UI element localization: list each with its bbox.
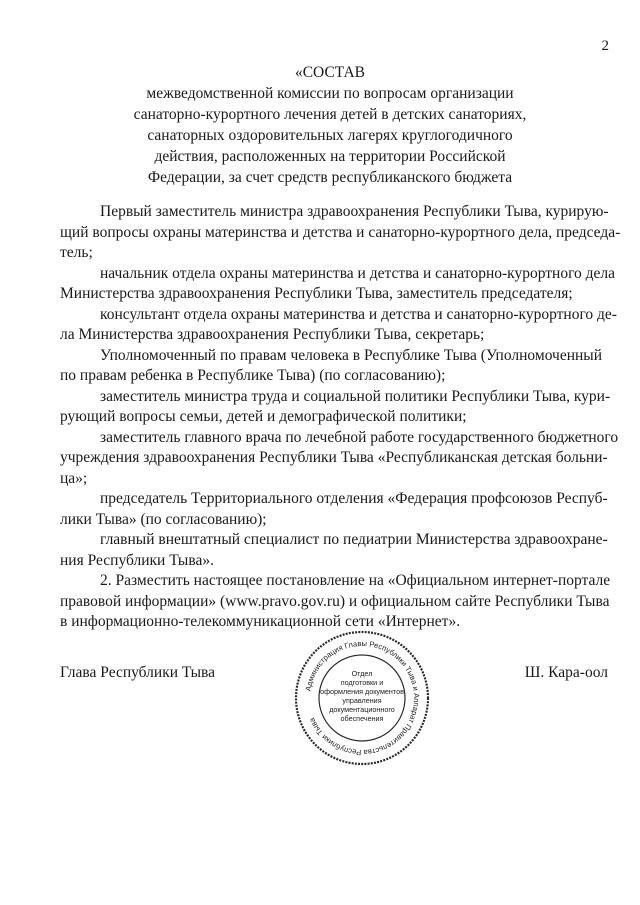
publication-clause <box>60 571 611 633</box>
text-line: консультант отдела охраны материнства и детства и санаторно-курортного де- <box>100 305 617 323</box>
text-line: Первый заместитель министра здравоохранения Республики Тыва, курирую- <box>100 203 609 220</box>
member-entry <box>60 346 608 387</box>
official-seal <box>292 628 432 768</box>
member-entry <box>60 428 619 490</box>
title-line: санаторно-курортного лечения детей в детских санаториях, <box>133 106 527 123</box>
text-line: правовой информации» (www.pravo.gov.ru) и официальном сайте Республики Тыва <box>60 592 610 610</box>
seal-ring-text: Администрация Главы Республики Тыва и Аппарат Правительства Республики Тыва <box>303 638 422 758</box>
member-entry <box>60 489 608 530</box>
text-line: председатель Территориального отделения «Федерация профсоюзов Респуб- <box>100 490 608 507</box>
text-line: учреждения здравоохранения Республики Тыва «Республиканская детская больни- <box>60 449 608 466</box>
text-line: щий вопросы охраны материнства и детства и санаторно-курортного дела, председа- <box>60 223 621 241</box>
title-line: действия, расположенных на территории Российской <box>154 148 506 165</box>
member-entry <box>60 387 611 428</box>
text-line: 2. Разместить настоящее постановление на «Официальном интернет-портале <box>100 572 611 589</box>
signatory-title: Глава Республики Тыва <box>60 664 216 681</box>
seal-line: обеспечения <box>340 714 384 723</box>
seal-line: документационного <box>329 705 395 714</box>
member-entry <box>60 264 616 305</box>
seal-line: подготовки и <box>340 678 384 687</box>
title-line: «СОСТАВ <box>294 64 366 81</box>
title-line: межведомственной комиссии по вопросам организации <box>146 85 514 102</box>
text-line: Уполномоченный по правам человека в Республике Тыва (Уполномоченный <box>100 346 603 364</box>
member-entry <box>60 530 608 571</box>
signatory-name: Ш. Кара-оол <box>524 664 608 681</box>
text-line: ла Министерства здравоохранения Республики Тыва, секретарь; <box>60 326 485 343</box>
seal-line: управления <box>342 696 382 705</box>
text-line: ния Республики Тыва». <box>60 551 214 569</box>
title-line: санаторных оздоровительных лагерях круглогодичного <box>147 127 513 144</box>
text-line: в информационно-телекоммуникационной сети «Интернет». <box>60 613 461 630</box>
title-line: Федерации, за счет средств республиканского бюджета <box>147 169 513 186</box>
seal-line: Отдел <box>351 669 373 678</box>
text-line: заместитель министра труда и социальной политики Республики Тыва, кури- <box>100 387 611 405</box>
text-line: лики Тыва» (по согласованию); <box>60 510 267 528</box>
member-entry <box>60 202 621 264</box>
document-title <box>60 62 600 188</box>
page-number: 2 <box>601 38 609 54</box>
text-line: главный внештатный специалист по педиатрии Министерства здравоохране- <box>100 531 608 548</box>
text-line: тель; <box>60 244 93 261</box>
text-line: рующий вопросы семьи, детей и демографической политики; <box>60 408 467 425</box>
text-line: Министерства здравоохранения Республики Тыва, заместитель председателя; <box>60 285 573 302</box>
member-entry <box>60 305 617 346</box>
seal-center-text <box>320 669 404 723</box>
text-line: заместитель главного врача по лечебной работе государственного бюджетного <box>100 428 619 446</box>
text-line: ца»; <box>60 469 88 487</box>
seal-line: оформления документов <box>320 687 404 696</box>
text-line: начальник отдела охраны материнства и детства и санаторно-курортного дела <box>100 264 616 282</box>
text-line: по правам ребенка в Республике Тыва) (по согласованию); <box>60 367 446 384</box>
body-text <box>60 202 621 633</box>
